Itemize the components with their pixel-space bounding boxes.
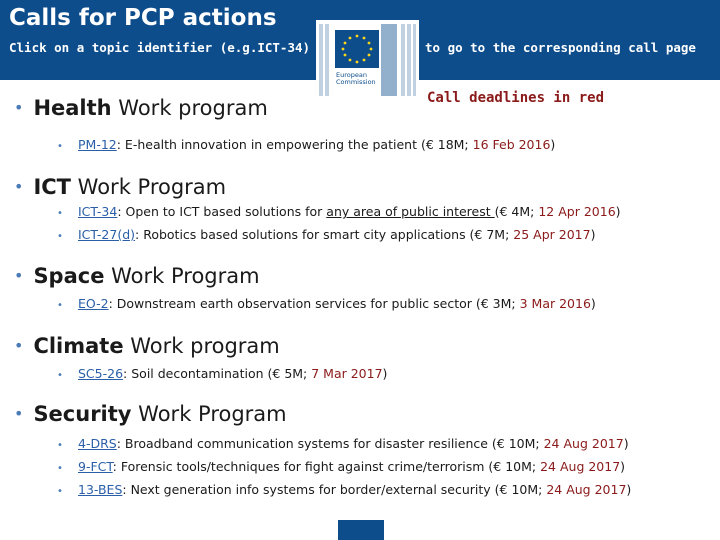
section-heading-ict <box>14 175 226 199</box>
item-close: ) <box>615 204 621 219</box>
bullet-icon: • <box>14 266 24 285</box>
section-name: Space <box>33 264 105 288</box>
eu-flag-logo-icon <box>316 20 419 102</box>
item-description: : E-health innovation in empowering the patient (€ 18M; <box>116 137 473 152</box>
section-suffix: Work program <box>111 96 268 120</box>
bullet-icon: • <box>57 231 63 242</box>
call-deadline: 25 Apr 2017 <box>513 227 591 242</box>
call-item <box>57 459 625 474</box>
item-budget: (€ 4M; <box>494 204 539 219</box>
topic-link-pm-12[interactable]: PM-12 <box>78 137 117 152</box>
section-name: ICT <box>33 175 71 199</box>
topic-link-ict-27-d-[interactable]: ICT-27(d) <box>78 227 136 242</box>
section-heading-climate <box>14 334 280 358</box>
section-name: Climate <box>33 334 124 358</box>
item-close: ) <box>590 227 596 242</box>
section-suffix: Work Program <box>104 264 260 288</box>
call-deadline: 3 Mar 2016 <box>519 296 591 311</box>
section-suffix: Work program <box>123 334 280 358</box>
bullet-icon: • <box>14 336 24 355</box>
call-item <box>57 296 596 311</box>
section-name: Health <box>33 96 112 120</box>
call-item <box>57 227 595 242</box>
item-close: ) <box>620 459 626 474</box>
bullet-icon: • <box>14 98 24 117</box>
call-item <box>57 436 629 451</box>
item-description: : Forensic tools/techniques for fight against crime/terrorism (€ 10M; <box>112 459 541 474</box>
bullet-icon: • <box>57 486 63 497</box>
call-deadline: 24 Aug 2017 <box>540 459 621 474</box>
item-description: : Robotics based solutions for smart city applications (€ 7M; <box>135 227 514 242</box>
item-close: ) <box>382 366 388 381</box>
logo-text: European Commission <box>336 71 376 86</box>
bullet-icon: • <box>57 463 63 474</box>
bullet-icon: • <box>57 370 63 381</box>
deadline-note: Call deadlines in red <box>427 90 605 106</box>
call-deadline: 24 Aug 2017 <box>546 482 627 497</box>
item-close: ) <box>590 296 596 311</box>
call-deadline: 7 Mar 2017 <box>311 366 383 381</box>
section-heading-security <box>14 402 287 426</box>
call-item <box>57 366 387 381</box>
bullet-icon: • <box>57 141 63 152</box>
section-suffix: Work Program <box>131 402 287 426</box>
call-item <box>57 137 555 152</box>
call-deadline: 12 Apr 2016 <box>538 204 616 219</box>
bottom-flag-decoration <box>338 520 384 540</box>
item-description: : Downstream earth observation services for public sector (€ 3M; <box>108 296 520 311</box>
topic-link-eo-2[interactable]: EO-2 <box>78 296 109 311</box>
bullet-icon: • <box>14 404 24 423</box>
item-close: ) <box>626 482 632 497</box>
call-deadline: 16 Feb 2016 <box>472 137 551 152</box>
bullet-icon: • <box>14 177 24 196</box>
topic-link-9-fct[interactable]: 9-FCT <box>78 459 113 474</box>
call-item <box>57 482 631 497</box>
item-close: ) <box>550 137 556 152</box>
topic-link-13-bes[interactable]: 13-BES <box>78 482 123 497</box>
topic-link-4-drs[interactable]: 4-DRS <box>78 436 117 451</box>
call-item <box>57 204 621 219</box>
item-close: ) <box>623 436 629 451</box>
item-description: : Broadband communication systems for disaster resilience (€ 10M; <box>116 436 544 451</box>
bullet-icon: • <box>57 208 63 219</box>
item-description: : Soil decontamination (€ 5M; <box>123 366 312 381</box>
topic-link-sc5-26[interactable]: SC5-26 <box>78 366 124 381</box>
item-description: : Open to ICT based solutions for <box>117 204 327 219</box>
section-name: Security <box>33 402 132 426</box>
instruction-right: to go to the corresponding call page <box>425 40 696 55</box>
instruction-left: Click on a topic identifier (e.g.ICT-34) <box>9 40 311 55</box>
bullet-icon: • <box>57 440 63 451</box>
bullet-icon: • <box>57 300 63 311</box>
section-heading-space <box>14 264 260 288</box>
public-interest-link[interactable]: any area of public interest <box>326 204 495 219</box>
call-deadline: 24 Aug 2017 <box>543 436 624 451</box>
topic-link-ict-34[interactable]: ICT-34 <box>78 204 118 219</box>
section-suffix: Work Program <box>71 175 227 199</box>
eu-commission-logo <box>316 20 419 102</box>
section-heading-health <box>14 96 268 120</box>
page-title: Calls for PCP actions <box>9 5 277 31</box>
item-description: : Next generation info systems for border/external security (€ 10M; <box>122 482 547 497</box>
